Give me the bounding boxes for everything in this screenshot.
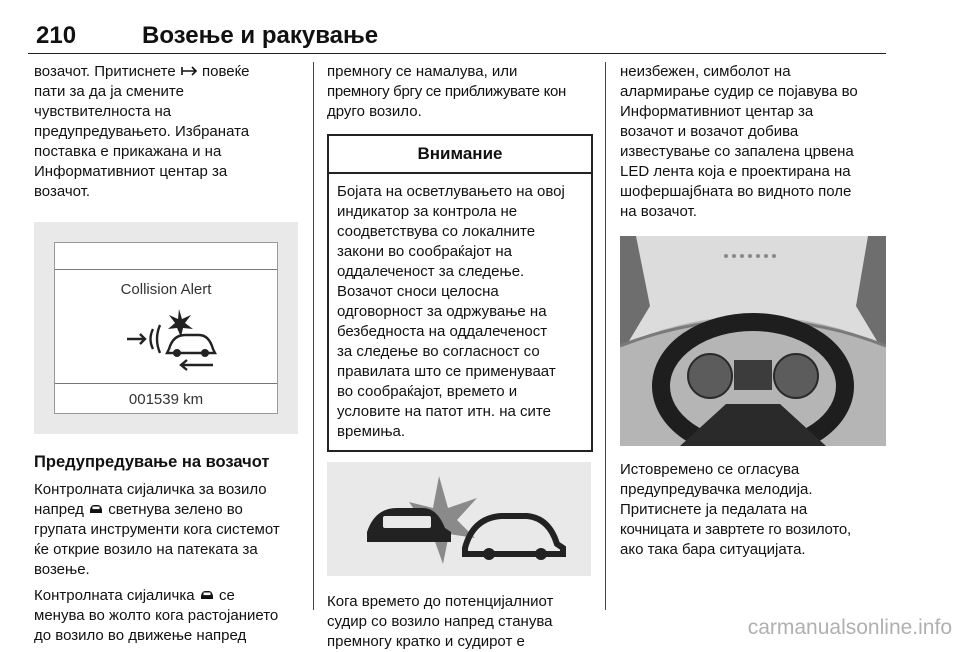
text-line: ако така бара ситуацијата. bbox=[620, 541, 806, 558]
text-line: соодветствува со локалните bbox=[337, 223, 536, 240]
text-line: премногу кратко и судирот е bbox=[327, 633, 525, 650]
display-title: Collision Alert bbox=[120, 281, 212, 298]
collision-paragraph bbox=[327, 592, 595, 652]
page-number: 210 bbox=[36, 22, 77, 49]
column-2 bbox=[327, 62, 595, 652]
text-line: безбедноста на оддалеченост bbox=[337, 323, 548, 340]
collision-alert-icon bbox=[123, 305, 223, 375]
header-rule bbox=[28, 53, 886, 54]
text-line: премногу се намалува, или bbox=[327, 63, 518, 80]
text-line: Информативниот центар за bbox=[34, 163, 228, 180]
text-line: неизбежен, симболот на bbox=[620, 63, 791, 80]
text-line: предупредувачка мелодија. bbox=[620, 481, 813, 498]
text-line: групата инструменти кога системот bbox=[34, 521, 280, 538]
text-line: шофершајбната во видното поле bbox=[620, 183, 852, 200]
text-line: возачот и возачот добива bbox=[620, 123, 799, 140]
text-line: оддалеченост за следење. bbox=[337, 263, 525, 280]
text-line: Возачот сноси целосна bbox=[337, 283, 499, 300]
display-rule bbox=[55, 383, 277, 384]
text-line: возачот. bbox=[34, 183, 91, 200]
text-line: кочницата и завртете го возилото, bbox=[620, 521, 851, 538]
vehicle-ahead-icon bbox=[88, 502, 104, 516]
alert-description-paragraph bbox=[620, 62, 890, 222]
continued-paragraph bbox=[327, 62, 595, 122]
text-line: Истовремено се огласува bbox=[620, 461, 800, 478]
windshield-led-figure bbox=[620, 236, 886, 446]
text-line: чувствителноста на bbox=[34, 103, 172, 120]
text-line: Информативниот центар за bbox=[620, 103, 814, 120]
display-rule bbox=[55, 269, 277, 270]
text-line: напред bbox=[34, 501, 84, 518]
text-line: известување со запалена црвена bbox=[620, 143, 854, 160]
driver-info-display bbox=[54, 242, 278, 414]
control-indicator-paragraph bbox=[34, 586, 302, 646]
text-line: условите на патот итн. на сите bbox=[337, 403, 551, 420]
text-line: алармирање судир се појавува во bbox=[620, 83, 858, 100]
text-line: предупредувањето. Избраната bbox=[34, 123, 250, 140]
text-line: друго возило. bbox=[327, 103, 422, 120]
text-line: поставка е прикажана и на bbox=[34, 143, 222, 160]
text-line: времиња. bbox=[337, 423, 406, 440]
page-header bbox=[28, 22, 888, 52]
text-line: во сообраќајот, времето и bbox=[337, 383, 518, 400]
text-line: до возило во движење напред bbox=[34, 627, 247, 644]
text-line: LED лента која е проектирана на bbox=[620, 163, 851, 180]
chapter-title: Возење и ракување bbox=[142, 22, 379, 49]
text-line: Притиснете ја педалата на bbox=[620, 501, 808, 518]
text-line: ќе открие возило на патеката за bbox=[34, 541, 258, 558]
collision-alert-figure bbox=[34, 222, 298, 434]
distance-setting-icon bbox=[180, 64, 198, 78]
text-line: премногу бргу се приближувате кон bbox=[327, 83, 567, 100]
text-line: одговорност за одржување на bbox=[337, 303, 547, 320]
text-line: правилата што се применуваат bbox=[337, 363, 556, 380]
text-line: се bbox=[218, 587, 235, 604]
text-line: пати за да ја смените bbox=[34, 83, 184, 100]
text-line: возачот. Притиснете bbox=[34, 63, 176, 80]
warning-body bbox=[329, 174, 591, 450]
column-divider-2 bbox=[605, 62, 606, 610]
watermark: carmanualsonline.info bbox=[747, 616, 952, 639]
text-line: Кога времето до потенцијалниот bbox=[327, 593, 554, 610]
text-line: закони во сообраќајот на bbox=[337, 243, 512, 260]
text-line: за следење во согласност со bbox=[337, 343, 540, 360]
intro-paragraph bbox=[34, 62, 302, 202]
brake-instruction-paragraph bbox=[620, 460, 890, 560]
warning-box bbox=[327, 134, 593, 452]
text-line: Бојата на осветлувањето на овој bbox=[337, 183, 565, 200]
vehicle-ahead-icon bbox=[199, 588, 215, 602]
dashboard-illustration bbox=[620, 236, 886, 446]
text-line: светнува зелено во bbox=[108, 501, 243, 518]
section-heading: Предупредување на возачот bbox=[34, 453, 270, 471]
column-divider-1 bbox=[313, 62, 314, 610]
collision-symbol-figure bbox=[327, 462, 591, 576]
text-line: менува во жолто кога растојанието bbox=[34, 607, 279, 624]
text-line: Контролната сијаличка bbox=[34, 587, 195, 604]
column-1 bbox=[34, 62, 302, 646]
column-3 bbox=[620, 62, 890, 560]
text-line: на возачот. bbox=[620, 203, 697, 220]
text-line: Контролната сијаличка за возило bbox=[34, 481, 267, 498]
odometer-reading: 001539 km bbox=[128, 391, 204, 408]
warning-title: Внимание bbox=[329, 136, 591, 174]
text-line: индикатор за контрола не bbox=[337, 203, 518, 220]
text-line: повеќе bbox=[202, 63, 250, 80]
collision-warning-icon bbox=[327, 462, 591, 576]
text-line: судир со возило напред станува bbox=[327, 613, 553, 630]
text-line: возење. bbox=[34, 561, 90, 578]
driver-alert-paragraph bbox=[34, 480, 302, 580]
